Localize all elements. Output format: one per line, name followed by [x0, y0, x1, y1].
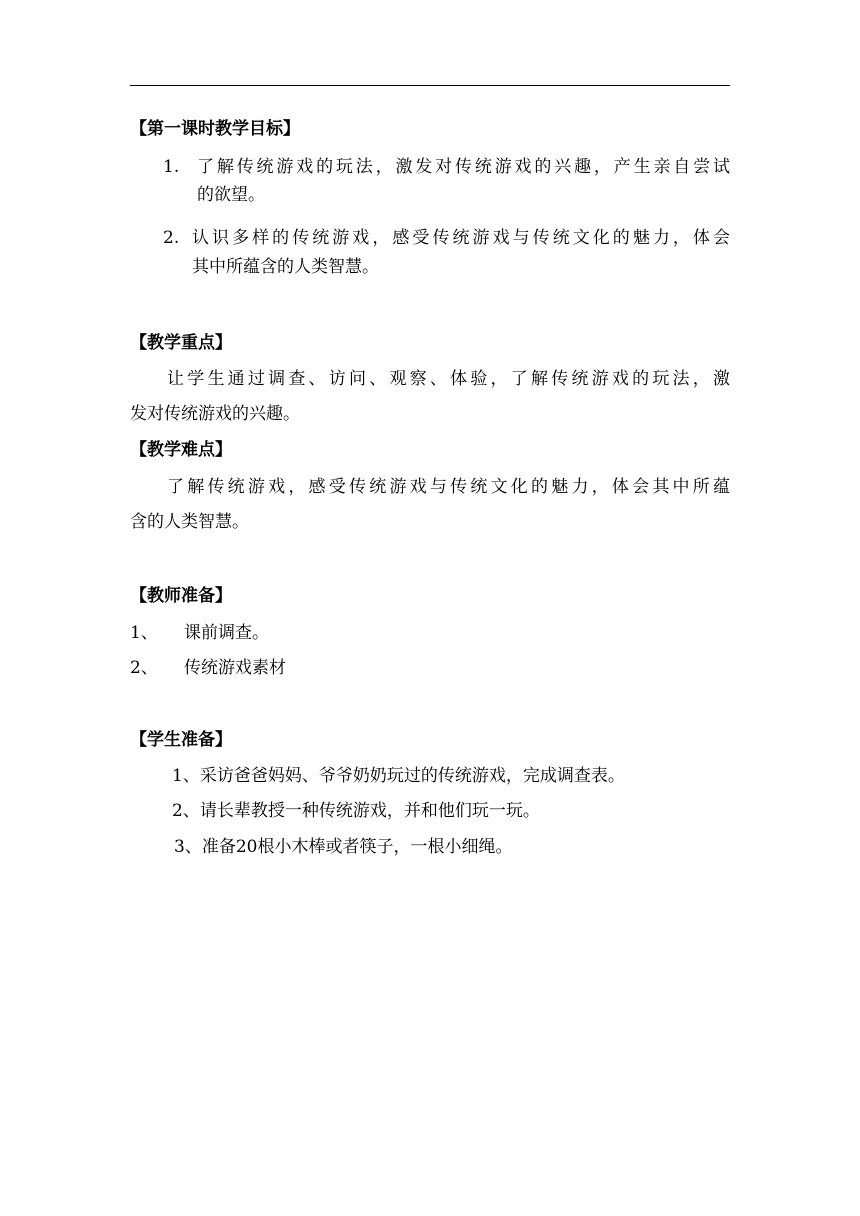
teacher-prep-item-2-text: 传统游戏素材: [184, 658, 286, 678]
difficulties-line1: 了解传统游戏，感受传统游戏与传统文化的魅力，体会其中所蕴: [167, 477, 730, 497]
difficulties-line2: 含的人类智慧。: [130, 512, 249, 532]
student-prep-heading: 【学生准备】: [130, 730, 232, 750]
teacher-prep-heading: 【教师准备】: [130, 586, 232, 606]
key-points-line1: 让学生通过调查、访问、观察、体验，了解传统游戏的玩法，激: [167, 369, 730, 389]
objective-1-number: 1.: [163, 157, 180, 177]
teacher-prep-item-1-text: 课前调查。: [184, 623, 269, 643]
teacher-prep-item-1-number: 1、: [130, 623, 158, 643]
student-prep-item-1: 1、采访爸爸妈妈、爷爷奶奶玩过的传统游戏，完成调查表。: [172, 766, 625, 786]
objective-2-number: 2.: [163, 228, 180, 248]
objective-1-line2: 的欲望。: [197, 185, 265, 205]
key-points-heading: 【教学重点】: [130, 333, 232, 353]
key-points-line2: 发对传统游戏的兴趣。: [130, 404, 300, 424]
objective-2-line2: 其中所蕴含的人类智慧。: [192, 257, 379, 277]
difficulties-heading: 【教学难点】: [130, 440, 232, 460]
objective-2-line1: 认识多样的传统游戏，感受传统游戏与传统文化的魅力，体会: [192, 228, 730, 248]
teacher-prep-item-2-number: 2、: [130, 658, 158, 678]
header-rule: [130, 85, 730, 86]
objective-1-line1: 了解传统游戏的玩法，激发对传统游戏的兴趣，产生亲自尝试: [197, 157, 730, 177]
student-prep-item-2: 2、请长辈教授一种传统游戏，并和他们玩一玩。: [172, 801, 540, 821]
objectives-heading: 【第一课时教学目标】: [130, 119, 300, 139]
student-prep-item-3: 3、准备20根小木棒或者筷子，一根小细绳。: [174, 837, 513, 857]
